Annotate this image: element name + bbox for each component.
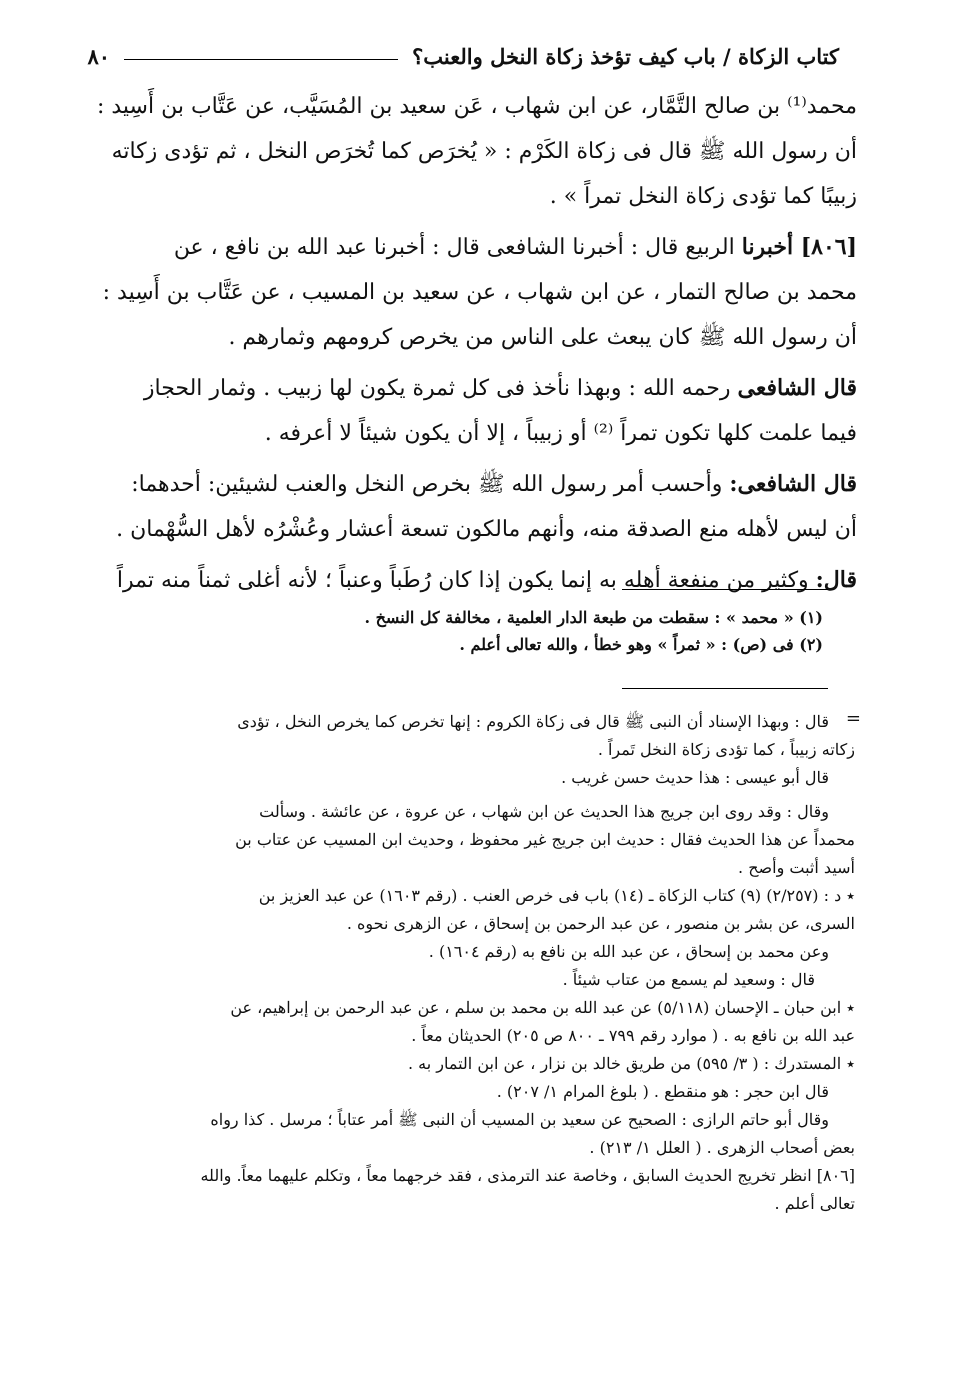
speaker-label: قال الشافعى:	[729, 471, 857, 497]
shafii-paragraph-3	[68, 558, 857, 603]
page-number: ٨٠	[87, 43, 110, 69]
takhrij-line: قال ابن حجر : هو منقطع . ( بلوغ المرام ١/ ٢٠٧) .	[496, 1082, 829, 1101]
takhrij-line: قال أبو عيسى : هذا حديث حسن غريب .	[561, 768, 829, 787]
takhrij-line: ٭ ابن حبان ـ الإحسان (٥/١١٨) عن عبد الله بن محمد بن سلم ، عن عبد الرحمن بن إبراهيم، عن	[230, 998, 855, 1017]
text-line	[68, 366, 857, 411]
footnote-2: (٢) فى (ص) : « ثمراً » وهو خطأ ، والله تعالى أعلم .	[459, 635, 823, 654]
text-line: محمد⁽¹⁾ بن صالح التَّمَّار، عن ابن شهاب ، عَن سعيد بن المُسَيَّب، عن عَتَّاب بن أَسِيد :	[96, 94, 857, 119]
header-rule	[124, 59, 398, 60]
hadith-paragraph-805-cont	[68, 84, 857, 219]
takhrij-line: أسيد أثبت وأصح .	[738, 858, 855, 877]
speaker-label: قال الشافعى	[737, 375, 857, 401]
shafii-paragraph-2	[68, 462, 857, 552]
takhrij-line: وقال : وقد روى ابن جريج هذا الحديث عن ابن شهاب ، عن عروة ، عن عائشة . وسألت	[259, 802, 829, 821]
running-title: كتاب الزكاة / باب كيف تؤخذ زكاة النخل والعنب؟	[412, 43, 839, 69]
takhrij-line: قال : وبهذا الإسناد أن النبى ﷺ قال فى زكاة الكروم : إنها تخرص كما يخرص النخل ، تؤدى	[237, 712, 829, 731]
text-line: زبيبًا كما تؤدى زكاة النخل تمراً » .	[549, 184, 857, 209]
text-line: أن ليس لأهله منع الصدقة منه، وأنهم مالكون تسعة أعشار وعُشْرُه لأهل السُّهْمان .	[116, 517, 857, 542]
shafii-paragraph-1	[68, 366, 857, 456]
text-span: وكثير من منفعة أهله به إنما يكون إذا كان رُطَباً وعنباً ؛ لأنه أغلى ثمناً منه تمراً	[116, 568, 809, 593]
takhrij-line: السرى، عن بشر بن منصور ، عن عبد الرحمن بن إسحاق ، عن الزهرى نحوه .	[346, 914, 855, 933]
takhrij-line: وعن محمد بن إسحاق ، عن عبد الله بن نافع به (رقم ١٦٠٤) .	[428, 942, 829, 961]
text-line: محمد بن صالح التمار ، عن ابن شهاب ، عن سعيد بن المسيب ، عن عَتَّاب بن أَسِيد :	[102, 280, 857, 305]
text-span: وأحسب أمر رسول الله ﷺ بخرص النخل والعنب لشيئين: أحدهما:	[131, 472, 723, 497]
takhrij-line: ٭ د : (٢/٢٥٧) (٩) كتاب الزكاة ـ (١٤) باب فى خرص العنب . (رقم ١٦٠٣) عن عبد العزيز بن	[258, 886, 855, 905]
footnote-1: (١) « محمد » : سقطت من طبعة الدار العلمية ، مخالفة كل النسخ .	[364, 608, 823, 627]
takhrij-line: تعالى أعلم .	[774, 1194, 855, 1213]
takhrij-line: بعض أصحاب الزهرى . ( العلل ١/ ٢١٣) .	[589, 1138, 855, 1157]
takhrij-divider	[622, 688, 828, 689]
text-line: أن رسول الله ﷺ كان يبعث على الناس من يخرص كرومهم وثمارهم .	[228, 325, 857, 350]
page-header	[68, 36, 839, 76]
footnotes	[120, 604, 823, 658]
hadith-number: [٨٠٦] أخبرنا	[741, 234, 857, 260]
takhrij-line: [٨٠٦] انظر تخريج الحديث السابق ، وخاصة عند الترمذى ، فقد خرجهما معاً ، وتكلم عليهما معاً. والله	[200, 1166, 855, 1185]
takhrij-line: محمداً عن هذا الحديث فقال : حديث ابن جريج غير محفوظ ، وحديث ابن المسيب عن عتاب بن	[235, 830, 855, 849]
text-span: رحمه الله : وبهذا نأخذ فى كل ثمرة يكون لها زبيب . وثمار الحجاز	[143, 376, 731, 401]
speaker-label: قال:	[815, 567, 857, 593]
text-line: فيما علمت كلها تكون تمراً ⁽²⁾ أو زبيباً ، إلا أن يكون شيئاً لا أعرفه .	[264, 421, 857, 446]
footnote-divider	[622, 589, 828, 590]
continuation-marker: =	[845, 708, 861, 729]
takhrij-line: قال : وسعيد لم يسمع من عتاب شيئاً .	[562, 970, 815, 989]
main-text	[68, 84, 857, 609]
text-line	[68, 225, 857, 270]
text-line: أن رسول الله ﷺ قال فى زكاة الكَرْم : « يُخرَص كما تُخرَص النخل ، ثم تؤدى زكاته	[111, 139, 857, 164]
takhrij-line: ٭ المستدرك : ( ٣/ ٥٩٥) من طريق خالد بن نزار ، عن ابن التمار به .	[407, 1054, 855, 1073]
takhrij-line: زكاته زبيباً ، كما تؤدى زكاة النخل تَمراً .	[597, 740, 855, 759]
takhrij-line: وقال أبو حاتم الرازى : الصحيح عن سعيد بن المسيب أن النبى ﷺ أمر عتاباً ؛ مرسل . كذا رواه	[210, 1110, 829, 1129]
takhrij-notes	[76, 708, 855, 1218]
text-span: الربيع قال : أخبرنا الشافعى قال : أخبرنا عبد الله بن نافع ، عن	[173, 235, 735, 260]
hadith-paragraph-806	[68, 225, 857, 360]
text-line	[68, 558, 857, 603]
text-line	[68, 462, 857, 507]
takhrij-line: عبد الله بن نافع به . ( موارد رقم ٧٩٩ ـ ٨٠٠ ص ٢٠٥) الحديثان معاً .	[411, 1026, 855, 1045]
